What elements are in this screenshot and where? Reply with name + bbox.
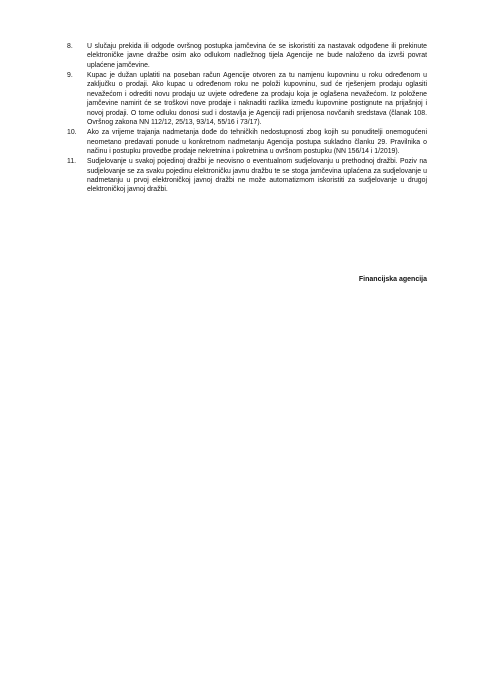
list-item: [67, 128, 427, 156]
item-text: Ako za vrijeme trajanja nadmetanja dođe do tehničkih nedostupnosti zbog kojih su ponuditelji onemogućeni neometano predavati ponude u konkretnom nadmetanju Agencija postupa sukladno članku 29. Pravilnika o načinu i postupku provedbe prodaje nekretnina i pokretnina u ovršnom postupku (NN 156/14 i 1/2019).: [87, 129, 427, 156]
list-item: [67, 71, 427, 127]
item-text: Kupac je dužan uplatiti na poseban račun Agencije otvoren za tu namjenu kupovninu u roku određenom u zaključku o prodaji. Ako kupac u određenom roku ne položi kupovninu, sud će rješenjem prodaju oglasiti nevažećom i odrediti novu prodaju uz uvjete određene za prodaju koja je oglašena nevažećom. Iz položene jamčevine namirit će se troškovi nove prodaje i naknaditi razlika između kupovnine postignute na prijašnjoj i novoj prodaji. O tome odluku donosi sud i dostavlja je Agenciji radi prijenosa novčanih sredstava (članak 108. Ovršnog zakona NN 112/12, 25/13, 93/14, 55/16 i 73/17).: [87, 72, 427, 127]
item-number: 11.: [67, 158, 77, 166]
list-item: [67, 42, 427, 70]
item-number: 9.: [67, 72, 73, 80]
item-number: 8.: [67, 43, 73, 50]
item-number: 10.: [67, 129, 77, 137]
item-text: U slučaju prekida ili odgode ovršnog postupka jamčevina će se iskoristiti za nastavak odgođene ili prekinute elektroničke javne dražbe osim ako odlukom nadležnog tijela Agencije ne bude naloženo da izvrši povrat uplaćene jamčevine.: [87, 43, 427, 69]
list-item: [67, 157, 427, 195]
numbered-list: [67, 42, 427, 196]
item-text: Sudjelovanje u svakoj pojedinoj dražbi je neovisno o eventualnom sudjelovanju u prethodnoj dražbi. Poziv na sudjelovanje se za svaku pojedinu elektroničku javnu dražbu te se stoga jamčevina uplaćena za sudjelovanje u nadmetanju u prvoj elektroničkoj javnoj dražbi ne može automatizmom iskoristiti za sudjelovanje u drugoj elektroničkoj javnoj dražbi.: [87, 158, 427, 194]
signature-agency: Financijska agencija: [358, 276, 427, 283]
